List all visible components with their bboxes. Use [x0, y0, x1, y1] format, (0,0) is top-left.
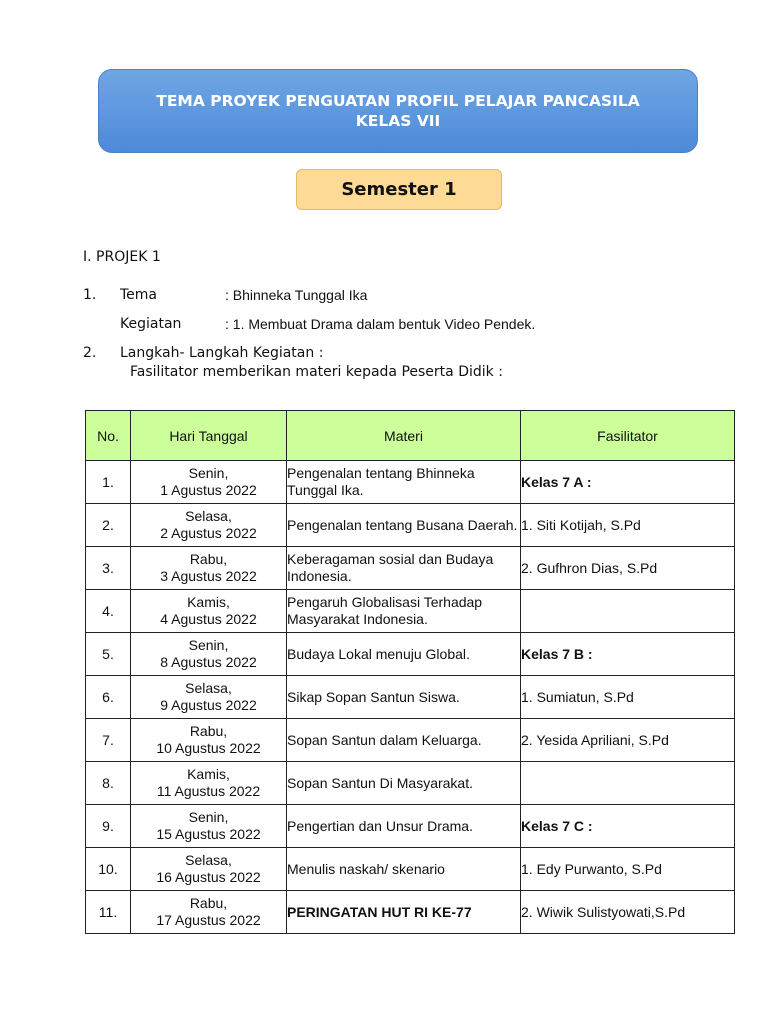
- row-date: [131, 805, 287, 848]
- item2-number: 2.: [83, 345, 97, 361]
- tema-value: : Bhinneka Tunggal Ika: [225, 287, 368, 303]
- row-day: Selasa,: [185, 508, 232, 524]
- row-no: 5.: [86, 633, 131, 676]
- header-date: Hari Tanggal: [131, 411, 287, 461]
- row-materi: Keberagaman sosial dan Budaya Indonesia.: [287, 547, 521, 590]
- row-fasilitator: 1. Edy Purwanto, S.Pd: [521, 848, 735, 891]
- row-date: [131, 676, 287, 719]
- table-row: [86, 762, 735, 805]
- row-materi: Sikap Sopan Santun Siswa.: [287, 676, 521, 719]
- row-date-text: 1 Agustus 2022: [160, 482, 257, 498]
- row-date: [131, 719, 287, 762]
- row-date-text: 16 Agustus 2022: [156, 869, 261, 885]
- row-date: [131, 504, 287, 547]
- row-day: Senin,: [188, 637, 229, 653]
- table-row: [86, 461, 735, 504]
- row-no: 7.: [86, 719, 131, 762]
- table-row: [86, 547, 735, 590]
- row-day: Rabu,: [189, 723, 228, 739]
- table-header-row: [86, 411, 735, 461]
- table-row: [86, 805, 735, 848]
- row-date-text: 9 Agustus 2022: [160, 697, 257, 713]
- row-day: Kamis,: [187, 766, 230, 782]
- table-row: [86, 590, 735, 633]
- row-fasilitator: [521, 590, 735, 633]
- row-materi: Menulis naskah/ skenario: [287, 848, 521, 891]
- row-no: 2.: [86, 504, 131, 547]
- row-materi: Pengertian dan Unsur Drama.: [287, 805, 521, 848]
- table-row: [86, 633, 735, 676]
- row-date-text: 15 Agustus 2022: [156, 826, 261, 842]
- row-date-text: 8 Agustus 2022: [160, 654, 257, 670]
- row-no: 10.: [86, 848, 131, 891]
- row-fasilitator: Kelas 7 C :: [521, 805, 735, 848]
- row-materi: PERINGATAN HUT RI KE-77: [287, 891, 521, 934]
- table-row: [86, 848, 735, 891]
- row-no: 3.: [86, 547, 131, 590]
- row-materi: Sopan Santun Di Masyarakat.: [287, 762, 521, 805]
- banner-title-line1: TEMA PROYEK PENGUATAN PROFIL PELAJAR PANCASILA: [156, 92, 640, 110]
- row-day: Selasa,: [185, 680, 232, 696]
- row-day: Kamis,: [187, 594, 230, 610]
- row-fasilitator: Kelas 7 B :: [521, 633, 735, 676]
- row-fasilitator: 1. Siti Kotijah, S.Pd: [521, 504, 735, 547]
- banner-title-line2: KELAS VII: [355, 112, 441, 130]
- row-day: Senin,: [188, 465, 229, 481]
- row-day: Selasa,: [185, 852, 232, 868]
- row-date-text: 4 Agustus 2022: [160, 611, 257, 627]
- schedule-table: [85, 410, 735, 934]
- row-materi: Pengaruh Globalisasi Terhadap Masyarakat Indonesia.: [287, 590, 521, 633]
- semester-label: Semester 1: [296, 169, 502, 210]
- row-no: 6.: [86, 676, 131, 719]
- row-day: Rabu,: [189, 551, 228, 567]
- table-row: [86, 504, 735, 547]
- row-materi: Sopan Santun dalam Keluarga.: [287, 719, 521, 762]
- row-day: Senin,: [188, 809, 229, 825]
- row-day: Rabu,: [189, 895, 228, 911]
- row-date-text: 3 Agustus 2022: [160, 568, 257, 584]
- row-fasilitator: Kelas 7 A :: [521, 461, 735, 504]
- row-materi: Pengenalan tentang Busana Daerah.: [287, 504, 521, 547]
- row-date: [131, 891, 287, 934]
- row-date: [131, 633, 287, 676]
- header-no: No.: [86, 411, 131, 461]
- row-date-text: 11 Agustus 2022: [156, 783, 261, 799]
- row-fasilitator: 1. Sumiatun, S.Pd: [521, 676, 735, 719]
- table-row: [86, 891, 735, 934]
- row-fasilitator: 2. Gufhron Dias, S.Pd: [521, 547, 735, 590]
- row-fasilitator: 2. Yesida Apriliani, S.Pd: [521, 719, 735, 762]
- langkah-title: Langkah- Langkah Kegiatan :: [120, 345, 324, 361]
- row-materi: Budaya Lokal menuju Global.: [287, 633, 521, 676]
- row-fasilitator: 2. Wiwik Sulistyowati,S.Pd: [521, 891, 735, 934]
- table-row: [86, 676, 735, 719]
- row-date-text: 10 Agustus 2022: [156, 740, 261, 756]
- title-banner: [98, 69, 698, 153]
- row-date: [131, 590, 287, 633]
- row-fasilitator: [521, 762, 735, 805]
- item1-number: 1.: [83, 287, 97, 303]
- row-no: 1.: [86, 461, 131, 504]
- fasilitator-subtitle: Fasilitator memberikan materi kepada Peserta Didik :: [130, 364, 503, 380]
- tema-label: Tema: [120, 287, 158, 303]
- row-date-text: 2 Agustus 2022: [160, 525, 257, 541]
- header-materi: Materi: [287, 411, 521, 461]
- row-no: 4.: [86, 590, 131, 633]
- row-date-text: 17 Agustus 2022: [156, 912, 261, 928]
- row-no: 11.: [86, 891, 131, 934]
- row-materi: Pengenalan tentang Bhinneka Tunggal Ika.: [287, 461, 521, 504]
- row-date: [131, 762, 287, 805]
- row-date: [131, 848, 287, 891]
- header-fasilitator: Fasilitator: [521, 411, 735, 461]
- row-no: 9.: [86, 805, 131, 848]
- row-no: 8.: [86, 762, 131, 805]
- projek-heading: I. PROJEK 1: [83, 249, 161, 265]
- row-date: [131, 461, 287, 504]
- kegiatan-value: : 1. Membuat Drama dalam bentuk Video Pendek.: [225, 316, 536, 332]
- table-row: [86, 719, 735, 762]
- row-date: [131, 547, 287, 590]
- kegiatan-label: Kegiatan: [120, 316, 182, 332]
